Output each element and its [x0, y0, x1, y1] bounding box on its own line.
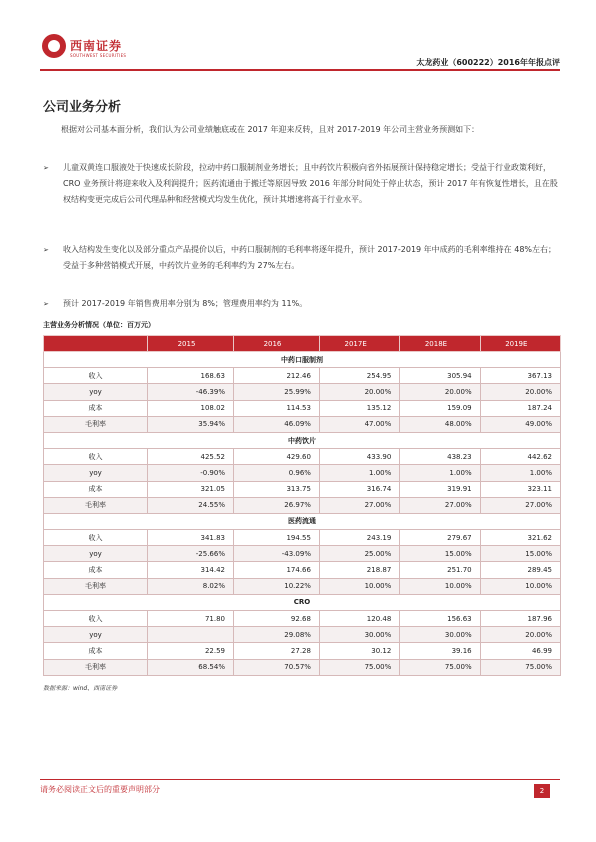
group-name-cell: 中药饮片: [44, 432, 561, 448]
page-number: 2: [534, 784, 550, 798]
bullet-item: [43, 160, 561, 208]
table-header-row: [44, 336, 561, 352]
value-cell: 0.96%: [233, 465, 319, 481]
value-cell: 251.70: [400, 562, 480, 578]
row-label-cell: 毛利率: [44, 416, 148, 432]
value-cell: 30.00%: [400, 627, 480, 643]
value-cell: 174.66: [233, 562, 319, 578]
value-cell: 212.46: [233, 368, 319, 384]
value-cell: 30.12: [319, 643, 399, 659]
value-cell: -43.09%: [233, 546, 319, 562]
value-cell: 71.80: [148, 611, 234, 627]
value-cell: 75.00%: [319, 659, 399, 675]
value-cell: 433.90: [319, 449, 399, 465]
value-cell: 15.00%: [400, 546, 480, 562]
value-cell: 1.00%: [319, 465, 399, 481]
value-cell: 135.12: [319, 400, 399, 416]
value-cell: 438.23: [400, 449, 480, 465]
bullet-item: [43, 296, 561, 312]
footer-disclaimer: 请务必阅读正文后的重要声明部分: [40, 785, 160, 794]
value-cell: 47.00%: [319, 416, 399, 432]
report-title: 太龙药业（600222）2016年年报点评: [416, 58, 560, 67]
value-cell: 27.28: [233, 643, 319, 659]
header-cell: 2015: [148, 336, 234, 352]
bullet-item: [43, 242, 561, 274]
header-cell: 2019E: [480, 336, 560, 352]
value-cell: 24.55%: [148, 497, 234, 513]
value-cell: -46.39%: [148, 384, 234, 400]
table-group-row: [44, 594, 561, 610]
value-cell: 321.05: [148, 481, 234, 497]
value-cell: -0.90%: [148, 465, 234, 481]
value-cell: 75.00%: [480, 659, 560, 675]
value-cell: 442.62: [480, 449, 560, 465]
company-logo-icon: [42, 34, 66, 58]
table-row: [44, 643, 561, 659]
value-cell: 92.68: [233, 611, 319, 627]
value-cell: 1.00%: [480, 465, 560, 481]
bullet-text: 预计 2017-2019 年销售费用率分别为 8%；管理费用率约为 11%。: [63, 299, 308, 308]
row-label-cell: yoy: [44, 384, 148, 400]
value-cell: 289.45: [480, 562, 560, 578]
logo-english-name: SOUTHWEST SECURITIES: [70, 53, 127, 58]
value-cell: 27.00%: [319, 497, 399, 513]
table-row: [44, 659, 561, 675]
table-row: [44, 465, 561, 481]
value-cell: 279.67: [400, 530, 480, 546]
logo-chinese-name: 西南证券: [70, 39, 123, 53]
header-divider: [40, 69, 560, 71]
value-cell: 25.99%: [233, 384, 319, 400]
value-cell: 20.00%: [480, 384, 560, 400]
value-cell: 10.00%: [400, 578, 480, 594]
bullet-arrow-icon: ➢: [43, 164, 49, 172]
row-label-cell: 成本: [44, 643, 148, 659]
table-row: [44, 368, 561, 384]
value-cell: 341.83: [148, 530, 234, 546]
table-row: [44, 481, 561, 497]
value-cell: 313.75: [233, 481, 319, 497]
row-label-cell: 毛利率: [44, 578, 148, 594]
group-name-cell: 中药口服制剂: [44, 352, 561, 368]
footer-divider: [40, 779, 560, 780]
bullet-text: 儿童双黄连口服液处于快速成长阶段，拉动中药口服制剂业务增长；且中药饮片积极向省外拓展预计保持稳定增长；受益于行业政策利好，CRO 业务预计将迎来收入及利润提升；医药流通由于搬迁等原因导致 2016 年部分时间处于停止状态，预计 2017 年有恢复性增长，且在股权结构变更完成后公司代理品种和经营模式均发生优化，预计其增速将高于行业水平。: [63, 163, 558, 204]
bullet-text: 收入结构发生变化以及部分重点产品提价以后，中药口服制剂的毛利率将逐年提升，预计 2017-2019 年中成药的毛利率维持在 48%左右；受益于多种营销模式开展，中药饮片业务的毛利率约为 27%左右。: [63, 245, 557, 270]
value-cell: 15.00%: [480, 546, 560, 562]
group-name-cell: CRO: [44, 594, 561, 610]
value-cell: 243.19: [319, 530, 399, 546]
row-label-cell: yoy: [44, 546, 148, 562]
value-cell: 367.13: [480, 368, 560, 384]
value-cell: 30.00%: [319, 627, 399, 643]
table-title: 主营业务分析情况（单位：百万元）: [43, 321, 155, 329]
table-row: [44, 627, 561, 643]
table-row: [44, 530, 561, 546]
table-row: [44, 546, 561, 562]
value-cell: 22.59: [148, 643, 234, 659]
value-cell: 49.00%: [480, 416, 560, 432]
row-label-cell: 成本: [44, 562, 148, 578]
value-cell: 114.53: [233, 400, 319, 416]
value-cell: 39.16: [400, 643, 480, 659]
table-row: [44, 562, 561, 578]
value-cell: 319.91: [400, 481, 480, 497]
value-cell: 323.11: [480, 481, 560, 497]
value-cell: 75.00%: [400, 659, 480, 675]
value-cell: 10.22%: [233, 578, 319, 594]
value-cell: 10.00%: [480, 578, 560, 594]
value-cell: 46.99: [480, 643, 560, 659]
value-cell: 218.87: [319, 562, 399, 578]
row-label-cell: 收入: [44, 611, 148, 627]
value-cell: 425.52: [148, 449, 234, 465]
bullet-arrow-icon: ➢: [43, 300, 49, 308]
table-row: [44, 400, 561, 416]
table-row: [44, 611, 561, 627]
value-cell: 168.63: [148, 368, 234, 384]
row-label-cell: 收入: [44, 368, 148, 384]
value-cell: 20.00%: [319, 384, 399, 400]
table-group-row: [44, 352, 561, 368]
table-row: [44, 416, 561, 432]
table-row: [44, 578, 561, 594]
value-cell: [148, 627, 234, 643]
table-row: [44, 384, 561, 400]
row-label-cell: 毛利率: [44, 497, 148, 513]
value-cell: 10.00%: [319, 578, 399, 594]
value-cell: 35.94%: [148, 416, 234, 432]
value-cell: 305.94: [400, 368, 480, 384]
value-cell: 70.57%: [233, 659, 319, 675]
header-cell: 2017E: [319, 336, 399, 352]
group-name-cell: 医药流通: [44, 513, 561, 529]
value-cell: 20.00%: [400, 384, 480, 400]
value-cell: 108.02: [148, 400, 234, 416]
page-header: [40, 32, 560, 72]
value-cell: 314.42: [148, 562, 234, 578]
value-cell: 1.00%: [400, 465, 480, 481]
value-cell: 429.60: [233, 449, 319, 465]
header-cell: 2018E: [400, 336, 480, 352]
business-forecast-table: [43, 335, 561, 676]
header-cell: [44, 336, 148, 352]
value-cell: 194.55: [233, 530, 319, 546]
row-label-cell: 收入: [44, 530, 148, 546]
value-cell: 27.00%: [480, 497, 560, 513]
header-cell: 2016: [233, 336, 319, 352]
row-label-cell: 收入: [44, 449, 148, 465]
value-cell: -25.66%: [148, 546, 234, 562]
row-label-cell: 成本: [44, 400, 148, 416]
section-title: 公司业务分析: [43, 100, 122, 115]
table-group-row: [44, 513, 561, 529]
value-cell: 46.09%: [233, 416, 319, 432]
value-cell: 156.63: [400, 611, 480, 627]
row-label-cell: yoy: [44, 465, 148, 481]
value-cell: 20.00%: [480, 627, 560, 643]
value-cell: 26.97%: [233, 497, 319, 513]
value-cell: 316.74: [319, 481, 399, 497]
value-cell: 8.02%: [148, 578, 234, 594]
table-row: [44, 449, 561, 465]
table-row: [44, 497, 561, 513]
value-cell: 321.62: [480, 530, 560, 546]
value-cell: 120.48: [319, 611, 399, 627]
table-group-row: [44, 432, 561, 448]
value-cell: 27.00%: [400, 497, 480, 513]
value-cell: 187.96: [480, 611, 560, 627]
value-cell: 159.09: [400, 400, 480, 416]
value-cell: 254.95: [319, 368, 399, 384]
value-cell: 187.24: [480, 400, 560, 416]
bullet-arrow-icon: ➢: [43, 246, 49, 254]
row-label-cell: yoy: [44, 627, 148, 643]
value-cell: 68.54%: [148, 659, 234, 675]
value-cell: 29.08%: [233, 627, 319, 643]
intro-paragraph: 根据对公司基本面分析，我们认为公司业绩触底或在 2017 年迎来反转，且对 2017-2019 年公司主营业务预测如下：: [61, 125, 480, 134]
row-label-cell: 成本: [44, 481, 148, 497]
value-cell: 48.00%: [400, 416, 480, 432]
value-cell: 25.00%: [319, 546, 399, 562]
data-source-note: 数据来源：wind、西南证券: [43, 685, 118, 692]
row-label-cell: 毛利率: [44, 659, 148, 675]
